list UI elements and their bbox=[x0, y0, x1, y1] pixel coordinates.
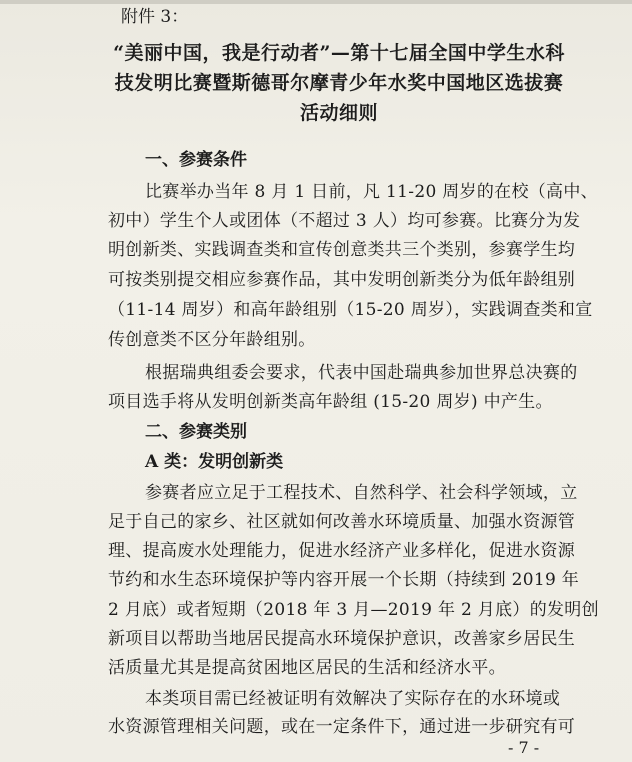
paragraph-line: 明创新类、实践调查类和宣传创意类共三个类别，参赛学生均 bbox=[108, 240, 576, 260]
paragraph-line: 初中）学生个人或团体（不超过 3 人）均可参赛。比赛分为发 bbox=[108, 211, 581, 231]
paragraph-line: 理、提高废水处理能力，促进水经济产业多样化，促进水资源 bbox=[108, 541, 576, 561]
paragraph-line: 水资源管理相关问题，或在一定条件下，通过进一步研究有可 bbox=[108, 717, 576, 737]
paragraph-line: 根据瑞典组委会要求，代表中国赴瑞典参加世界总决赛的 bbox=[145, 363, 578, 383]
paragraph-line: 足于自己的家乡、社区就如何改善水环境质量、加强水资源管 bbox=[108, 512, 576, 532]
paragraph-line: 项目选手将从发明创新类高年龄组 (15-20 周岁) 中产生。 bbox=[108, 392, 553, 412]
paragraph-line: 新项目以帮助当地居民提高水环境保护意识，改善家乡居民生 bbox=[108, 629, 576, 649]
paragraph-line: 2 月底）或者短期（2018 年 3 月—2019 年 2 月底）的发明创 bbox=[108, 600, 599, 620]
section-heading-eligibility: 一、参赛条件 bbox=[145, 150, 247, 170]
document-title bbox=[108, 38, 570, 128]
paragraph-line: 本类项目需已经被证明有效解决了实际存在的水环境或 bbox=[145, 689, 561, 709]
paragraph-line: 参赛者应立足于工程技术、自然科学、社会科学领域，立 bbox=[145, 483, 578, 503]
paragraph-line: 比赛举办当年 8 月 1 日前，凡 11-20 周岁的在校（高中、 bbox=[145, 182, 598, 202]
title-line-3: 活动细则 bbox=[299, 102, 378, 124]
section-heading-categories: 二、参赛类别 bbox=[145, 422, 247, 442]
page-number: - 7 - bbox=[508, 738, 540, 757]
subsection-heading-invention: A 类：发明创新类 bbox=[145, 452, 284, 472]
paragraph-line: 节约和水生态环境保护等内容开展一个长期（持续到 2019 年 bbox=[108, 570, 580, 590]
title-line-2: 技发明比赛暨斯德哥尔摩青少年水奖中国地区选拔赛 bbox=[114, 72, 564, 94]
paragraph-line: 传创意类不区分年龄组别。 bbox=[108, 330, 316, 350]
title-line-1: “美丽中国，我是行动者”—第十七届全国中学生水科 bbox=[113, 42, 565, 64]
paragraph-line: （11-14 周岁）和高年龄组别（15-20 周岁），实践调查类和宣 bbox=[108, 300, 593, 320]
paragraph-line: 活质量尤其是提高贫困地区居民的生活和经济水平。 bbox=[108, 658, 506, 678]
page-top-edge bbox=[0, 0, 632, 4]
paragraph-line: 可按类别提交相应参赛作品，其中发明创新类分为低年龄组别 bbox=[108, 270, 576, 290]
attachment-label: 附件 3： bbox=[121, 7, 189, 27]
